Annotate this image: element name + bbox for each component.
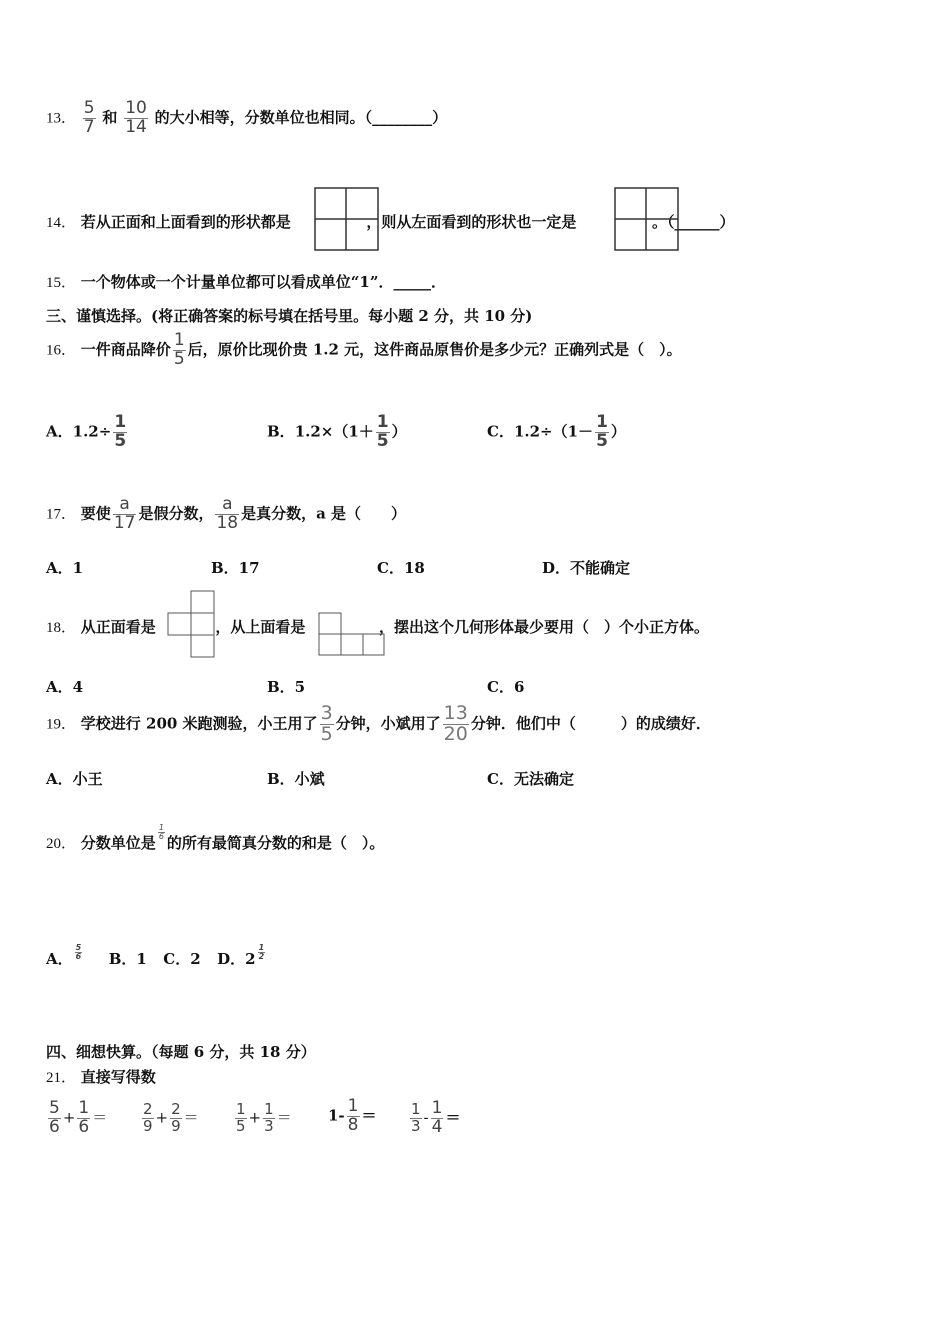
question-text: 要使	[80, 504, 111, 523]
option-c[interactable]: C．2	[163, 950, 201, 968]
option-text: ）	[610, 422, 626, 441]
question-text: 是真分数，a 是（ ）	[241, 504, 407, 523]
question-16	[46, 332, 682, 369]
question-text: 直接写得数	[80, 1068, 156, 1086]
equals-sign: ＝	[183, 1108, 199, 1127]
question-number: 15．	[46, 275, 77, 291]
question-text: 是假分数，	[138, 504, 214, 523]
question-text: 。（______）	[651, 213, 735, 231]
equals-sign: ＝	[92, 1108, 108, 1127]
expression-3	[233, 1102, 292, 1135]
fraction: $\frac{5}{6}$	[49, 1098, 60, 1137]
equals-sign: ＝	[445, 1108, 461, 1127]
question-text: 后，原价比现价贵 1.2 元，这件商品原售价是多少元？正确列式是（ ）。	[187, 340, 682, 359]
question-number: 14．	[46, 215, 77, 231]
fraction: $\frac{1}{5}$	[236, 1100, 246, 1135]
fraction: $\frac{5}{7}$	[83, 98, 95, 137]
option-a[interactable]: A．1	[46, 559, 84, 577]
section-heading: 三、谨慎选择。(将正确答案的标号填在括号里。每小题 2 分，共 10 分)	[46, 307, 533, 325]
question-text: 分钟，小斌用了	[335, 714, 441, 733]
option-text: ）	[391, 422, 407, 441]
option-b[interactable]: B．17	[211, 559, 260, 577]
fraction: $\frac{1}{3}$	[264, 1100, 274, 1135]
question-text: ，从上面看是	[215, 618, 306, 636]
question-20	[46, 824, 384, 853]
question-text: 学校进行 200 米跑测验，小王用了	[80, 714, 318, 733]
option-b[interactable]: B．1	[108, 950, 147, 968]
fraction: $\frac{1}{2}$	[258, 943, 265, 962]
operand: 1-	[328, 1106, 345, 1125]
expression-4	[328, 1098, 377, 1135]
option-b[interactable]	[267, 414, 407, 451]
option-d[interactable]: D．2	[217, 950, 256, 968]
grid-2x2-figure	[314, 187, 380, 251]
fraction: $\frac{a}{18}$	[216, 494, 239, 533]
operator: -	[423, 1108, 429, 1127]
option-a[interactable]: A．小王	[46, 770, 103, 788]
option-c[interactable]: C．无法确定	[487, 770, 574, 788]
fraction: $\frac{13}{20}$	[443, 702, 468, 745]
text: 和	[102, 108, 118, 127]
option-c[interactable]: C．18	[377, 559, 425, 577]
option-a[interactable]: A．	[46, 950, 73, 968]
fraction: $\frac{1}{8}$	[347, 1096, 359, 1135]
question-text: ，摆出这个几何形体最少要用（ ）个小正方体。	[378, 618, 709, 636]
equals-sign: ＝	[361, 1106, 377, 1125]
expression-2	[140, 1102, 199, 1135]
fraction: $\frac{1}{3}$	[411, 1100, 421, 1135]
equals-sign: ＝	[276, 1108, 292, 1127]
question-text: 的所有最简真分数的和是（ ）。	[166, 834, 385, 852]
fraction: $\frac{a}{17}$	[113, 494, 136, 533]
option-label: B．	[267, 422, 295, 441]
fraction: $\frac{1}{5}$	[114, 412, 127, 451]
expression-1	[46, 1100, 107, 1137]
option-b[interactable]: B．小斌	[267, 770, 325, 788]
expression-5	[408, 1100, 460, 1137]
option-a[interactable]: A．4	[46, 678, 84, 696]
option-text: 1.2÷（1－	[513, 422, 594, 441]
option-c[interactable]	[487, 414, 626, 451]
front-view-figure	[167, 590, 217, 658]
question-number: 17．	[46, 506, 77, 523]
fraction: $\frac{5}{6}$	[75, 943, 82, 962]
top-view-figure	[318, 612, 386, 656]
question-text: 一件商品降价	[80, 340, 171, 359]
option-label: A．	[46, 422, 73, 441]
question-text: 若从正面和上面看到的形状都是	[80, 213, 291, 231]
fraction: $\frac{2}{9}$	[143, 1100, 153, 1135]
question-text: 从正面看是	[80, 618, 156, 636]
question-text: 一个物体或一个计量单位都可以看成单位“1”．_____．	[80, 273, 446, 291]
grid-2x2-figure	[614, 187, 680, 251]
question-21	[46, 1066, 156, 1087]
fraction: $\frac{1}{4}$	[431, 1098, 443, 1137]
question-number: 19．	[46, 716, 77, 733]
question-13	[46, 100, 447, 137]
fraction: $\frac{3}{5}$	[320, 702, 333, 745]
option-b[interactable]: B．5	[267, 678, 306, 696]
question-17	[46, 496, 406, 533]
question-number: 21．	[46, 1070, 77, 1086]
operator: +	[62, 1108, 76, 1127]
option-d[interactable]: D．不能确定	[542, 559, 631, 577]
question-number: 13．	[46, 110, 77, 127]
fraction: $\frac{1}{5}$	[596, 412, 608, 451]
option-c[interactable]: C．6	[487, 678, 525, 696]
option-label: C．	[487, 422, 514, 441]
fraction: $\frac{2}{9}$	[171, 1100, 181, 1135]
question-19	[46, 704, 711, 745]
question-number: 16．	[46, 342, 77, 359]
question-15	[46, 271, 446, 292]
fraction: $\frac{1}{6}$	[78, 1098, 90, 1137]
fraction: $\frac{10}{14}$	[125, 98, 147, 137]
fraction: $\frac{1}{5}$	[173, 330, 185, 369]
options-row	[46, 944, 267, 969]
fraction: $\frac{1}{5}$	[376, 412, 389, 451]
section-heading: 四、细想快算。（每题 6 分，共 18 分）	[46, 1043, 316, 1061]
fraction: $\frac{1}{6}$	[158, 823, 164, 842]
operator: +	[155, 1108, 169, 1127]
question-number: 20．	[46, 836, 77, 852]
option-text: 1.2÷	[72, 422, 112, 441]
question-text: 分数单位是	[80, 834, 156, 852]
option-text: 1.2×（1＋	[294, 422, 374, 441]
option-a[interactable]	[46, 414, 129, 451]
question-number: 18．	[46, 620, 77, 636]
question-text: ，则从左面看到的形状也一定是	[366, 213, 577, 231]
question-text: 的大小相等，分数单位也相同。（________）	[154, 108, 448, 127]
question-text: 分钟．他们中（ ）的成绩好．	[470, 714, 711, 733]
operator: +	[248, 1108, 262, 1127]
